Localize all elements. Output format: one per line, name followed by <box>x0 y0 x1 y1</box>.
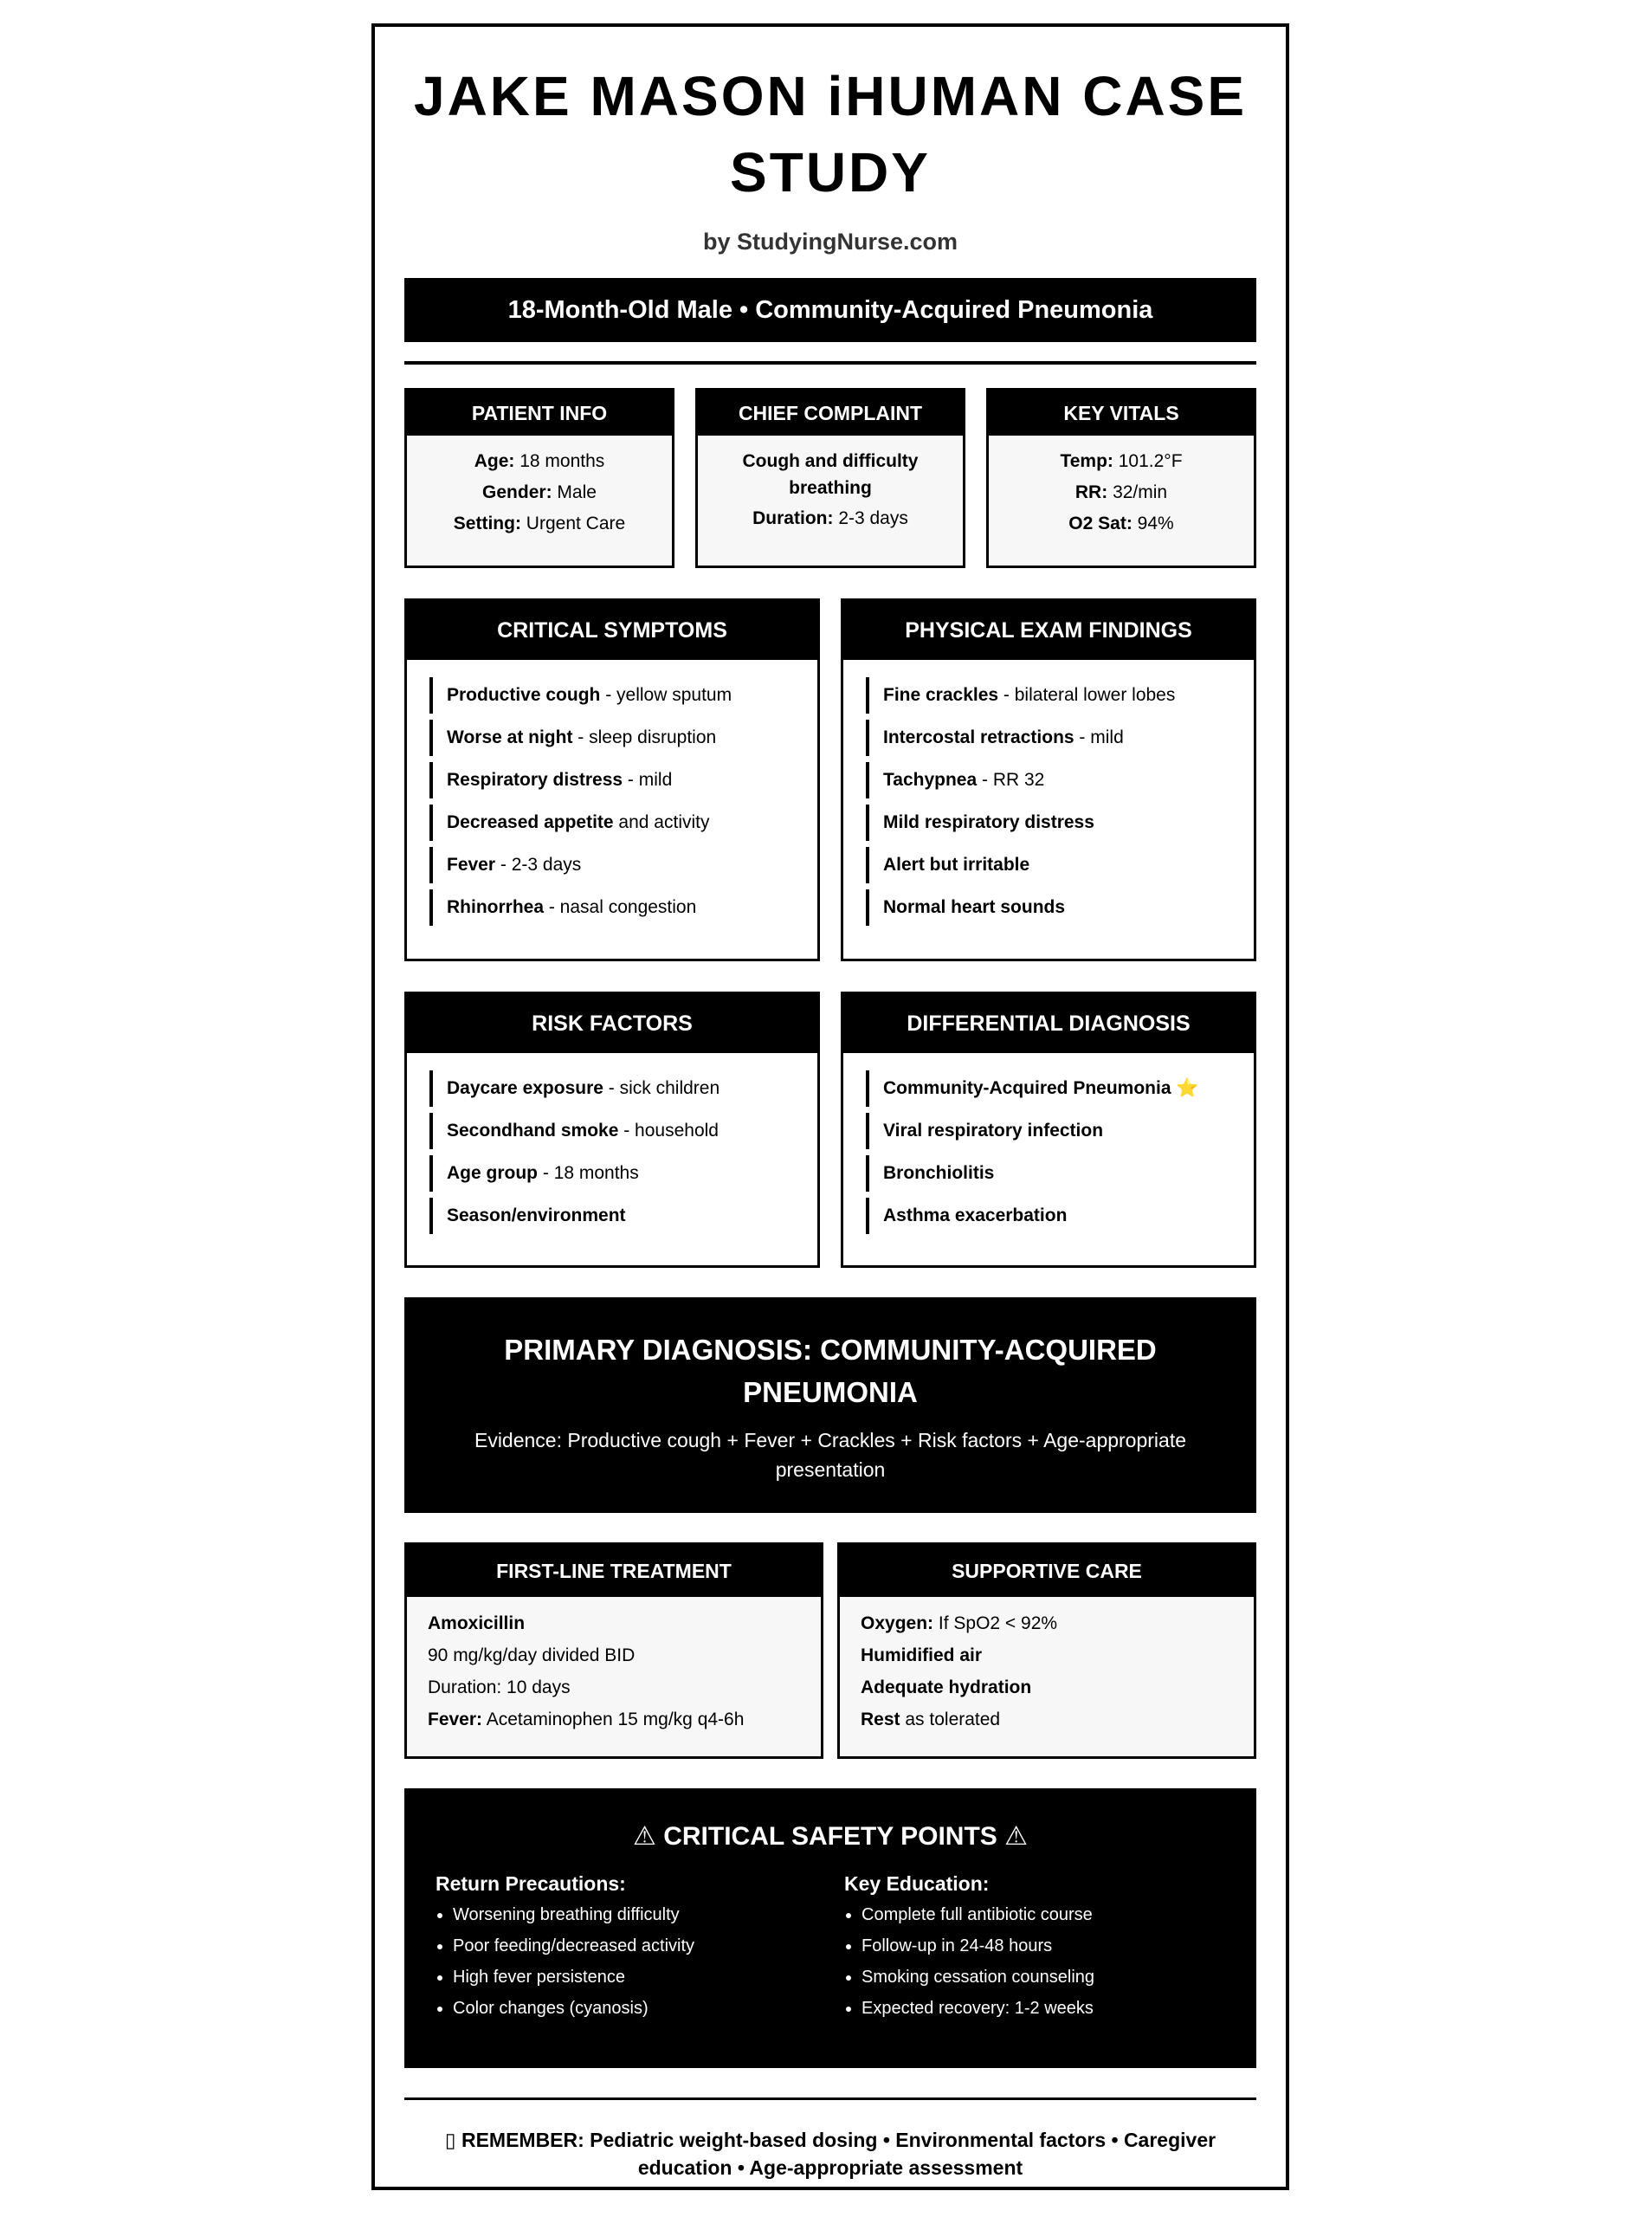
list-item: Intercostal retractions - mild <box>866 720 1254 756</box>
list-item: • Expected recovery: 1-2 weeks <box>861 1993 1253 2024</box>
list-item: Decreased appetite and activity <box>429 805 817 841</box>
footer-divider <box>404 2097 1256 2100</box>
list-item: • Worsening breathing difficulty <box>453 1899 844 1930</box>
list-item: Alert but irritable <box>866 847 1254 883</box>
safety-title: ⚠ CRITICAL SAFETY POINTS ⚠ <box>632 1822 1029 1851</box>
risk-factors-list <box>407 1053 817 1234</box>
primary-diagnosis-title: PRIMARY DIAGNOSIS: COMMUNITY-ACQUIRED PNEUMONIA <box>504 1334 1157 1408</box>
list-item: Viral respiratory infection <box>866 1113 1254 1149</box>
patient-info-box <box>404 388 674 568</box>
critical-symptoms-list <box>407 660 817 926</box>
first-line-treatment-header: FIRST-LINE TREATMENT <box>407 1545 821 1597</box>
list-item: • Complete full antibiotic course <box>861 1899 1253 1930</box>
list-item: Daycare exposure - sick children <box>429 1070 817 1107</box>
differential-diagnosis-box <box>841 992 1256 1268</box>
age-row: Age: 18 months <box>474 451 605 471</box>
critical-safety-panel <box>404 1788 1256 2068</box>
physical-exam-list <box>843 660 1254 926</box>
byline: by StudyingNurse.com <box>702 229 958 255</box>
case-banner: 18-Month-Old Male • Community-Acquired Pneumonia <box>404 278 1256 342</box>
duration-row: Duration: 2-3 days <box>752 508 908 528</box>
physical-exam-box <box>841 598 1256 961</box>
list-item: Season/environment <box>429 1198 817 1234</box>
oxygen-row: Oxygen: If SpO2 < 92% <box>861 1613 1058 1633</box>
first-line-treatment-box <box>404 1542 823 1759</box>
divider <box>404 361 1256 365</box>
complaint-text: Cough and difficulty breathing <box>742 451 919 498</box>
list-item: Age group - 18 months <box>429 1155 817 1192</box>
list-item: Tachypnea - RR 32 <box>866 762 1254 798</box>
list-item: • High fever persistence <box>453 1962 844 1993</box>
rr-row: RR: 32/min <box>1074 482 1168 502</box>
drug-dose: 90 mg/kg/day divided BID <box>428 1645 636 1665</box>
o2-row: O2 Sat: 94% <box>1068 514 1174 533</box>
return-precautions-column <box>436 1868 844 2024</box>
key-education-header: Key Education: <box>844 1872 990 1895</box>
list-item: • Smoking cessation counseling <box>861 1962 1253 1993</box>
key-education-list <box>844 1899 1253 2024</box>
drug-duration: Duration: 10 days <box>428 1677 571 1697</box>
remember-note: ▯ REMEMBER: Pediatric weight-based dosing • Environmental factors • Caregiver education • Age-appropriate assessment <box>444 2129 1216 2179</box>
critical-symptoms-box <box>404 598 820 961</box>
primary-diagnosis-panel <box>404 1297 1256 1513</box>
list-item: • Poor feeding/decreased activity <box>453 1930 844 1962</box>
setting-row: Setting: Urgent Care <box>453 514 626 533</box>
list-item: Mild respiratory distress <box>866 805 1254 841</box>
patient-info-header: PATIENT INFO <box>407 391 672 436</box>
return-precautions-list <box>436 1899 844 2024</box>
list-item: Fever - 2-3 days <box>429 847 817 883</box>
list-item: • Color changes (cyanosis) <box>453 1993 844 2024</box>
temp-row: Temp: 101.2°F <box>1060 451 1183 471</box>
primary-diagnosis-evidence: Evidence: Productive cough + Fever + Crackles + Risk factors + Age-appropriate presentation <box>474 1429 1187 1481</box>
return-precautions-header: Return Precautions: <box>436 1872 626 1895</box>
list-item: Productive cough - yellow sputum <box>429 677 817 714</box>
list-item: Community-Acquired Pneumonia ⭐ <box>866 1070 1254 1107</box>
critical-symptoms-header: CRITICAL SYMPTOMS <box>407 601 817 660</box>
list-item: • Follow-up in 24-48 hours <box>861 1930 1253 1962</box>
chief-complaint-header: CHIEF COMPLAINT <box>698 391 963 436</box>
differential-diagnosis-header: DIFFERENTIAL DIAGNOSIS <box>843 994 1254 1053</box>
list-item: Bronchiolitis <box>866 1155 1254 1192</box>
risk-factors-box <box>404 992 820 1268</box>
key-vitals-box <box>986 388 1256 568</box>
fever-row: Fever: Acetaminophen 15 mg/kg q4-6h <box>428 1710 745 1729</box>
case-study-card <box>371 23 1289 2190</box>
list-item: Respiratory distress - mild <box>429 762 817 798</box>
humidified-row: Humidified air <box>861 1645 983 1665</box>
page-title: JAKE MASON iHUMAN CASE STUDY <box>413 65 1248 204</box>
rest-row: Rest as tolerated <box>861 1710 1001 1729</box>
gender-row: Gender: Male <box>482 482 597 502</box>
differential-diagnosis-list <box>843 1053 1254 1234</box>
supportive-care-box <box>837 1542 1256 1759</box>
drug-name: Amoxicillin <box>428 1613 526 1633</box>
key-education-column <box>844 1868 1253 2024</box>
risk-factors-header: RISK FACTORS <box>407 994 817 1053</box>
hydration-row: Adequate hydration <box>861 1677 1032 1697</box>
key-vitals-header: KEY VITALS <box>989 391 1254 436</box>
list-item: Secondhand smoke - household <box>429 1113 817 1149</box>
supportive-care-header: SUPPORTIVE CARE <box>840 1545 1254 1597</box>
list-item: Asthma exacerbation <box>866 1198 1254 1234</box>
list-item: Fine crackles - bilateral lower lobes <box>866 677 1254 714</box>
chief-complaint-box <box>695 388 965 568</box>
list-item: Normal heart sounds <box>866 889 1254 926</box>
physical-exam-header: PHYSICAL EXAM FINDINGS <box>843 601 1254 660</box>
list-item: Worse at night - sleep disruption <box>429 720 817 756</box>
list-item: Rhinorrhea - nasal congestion <box>429 889 817 926</box>
